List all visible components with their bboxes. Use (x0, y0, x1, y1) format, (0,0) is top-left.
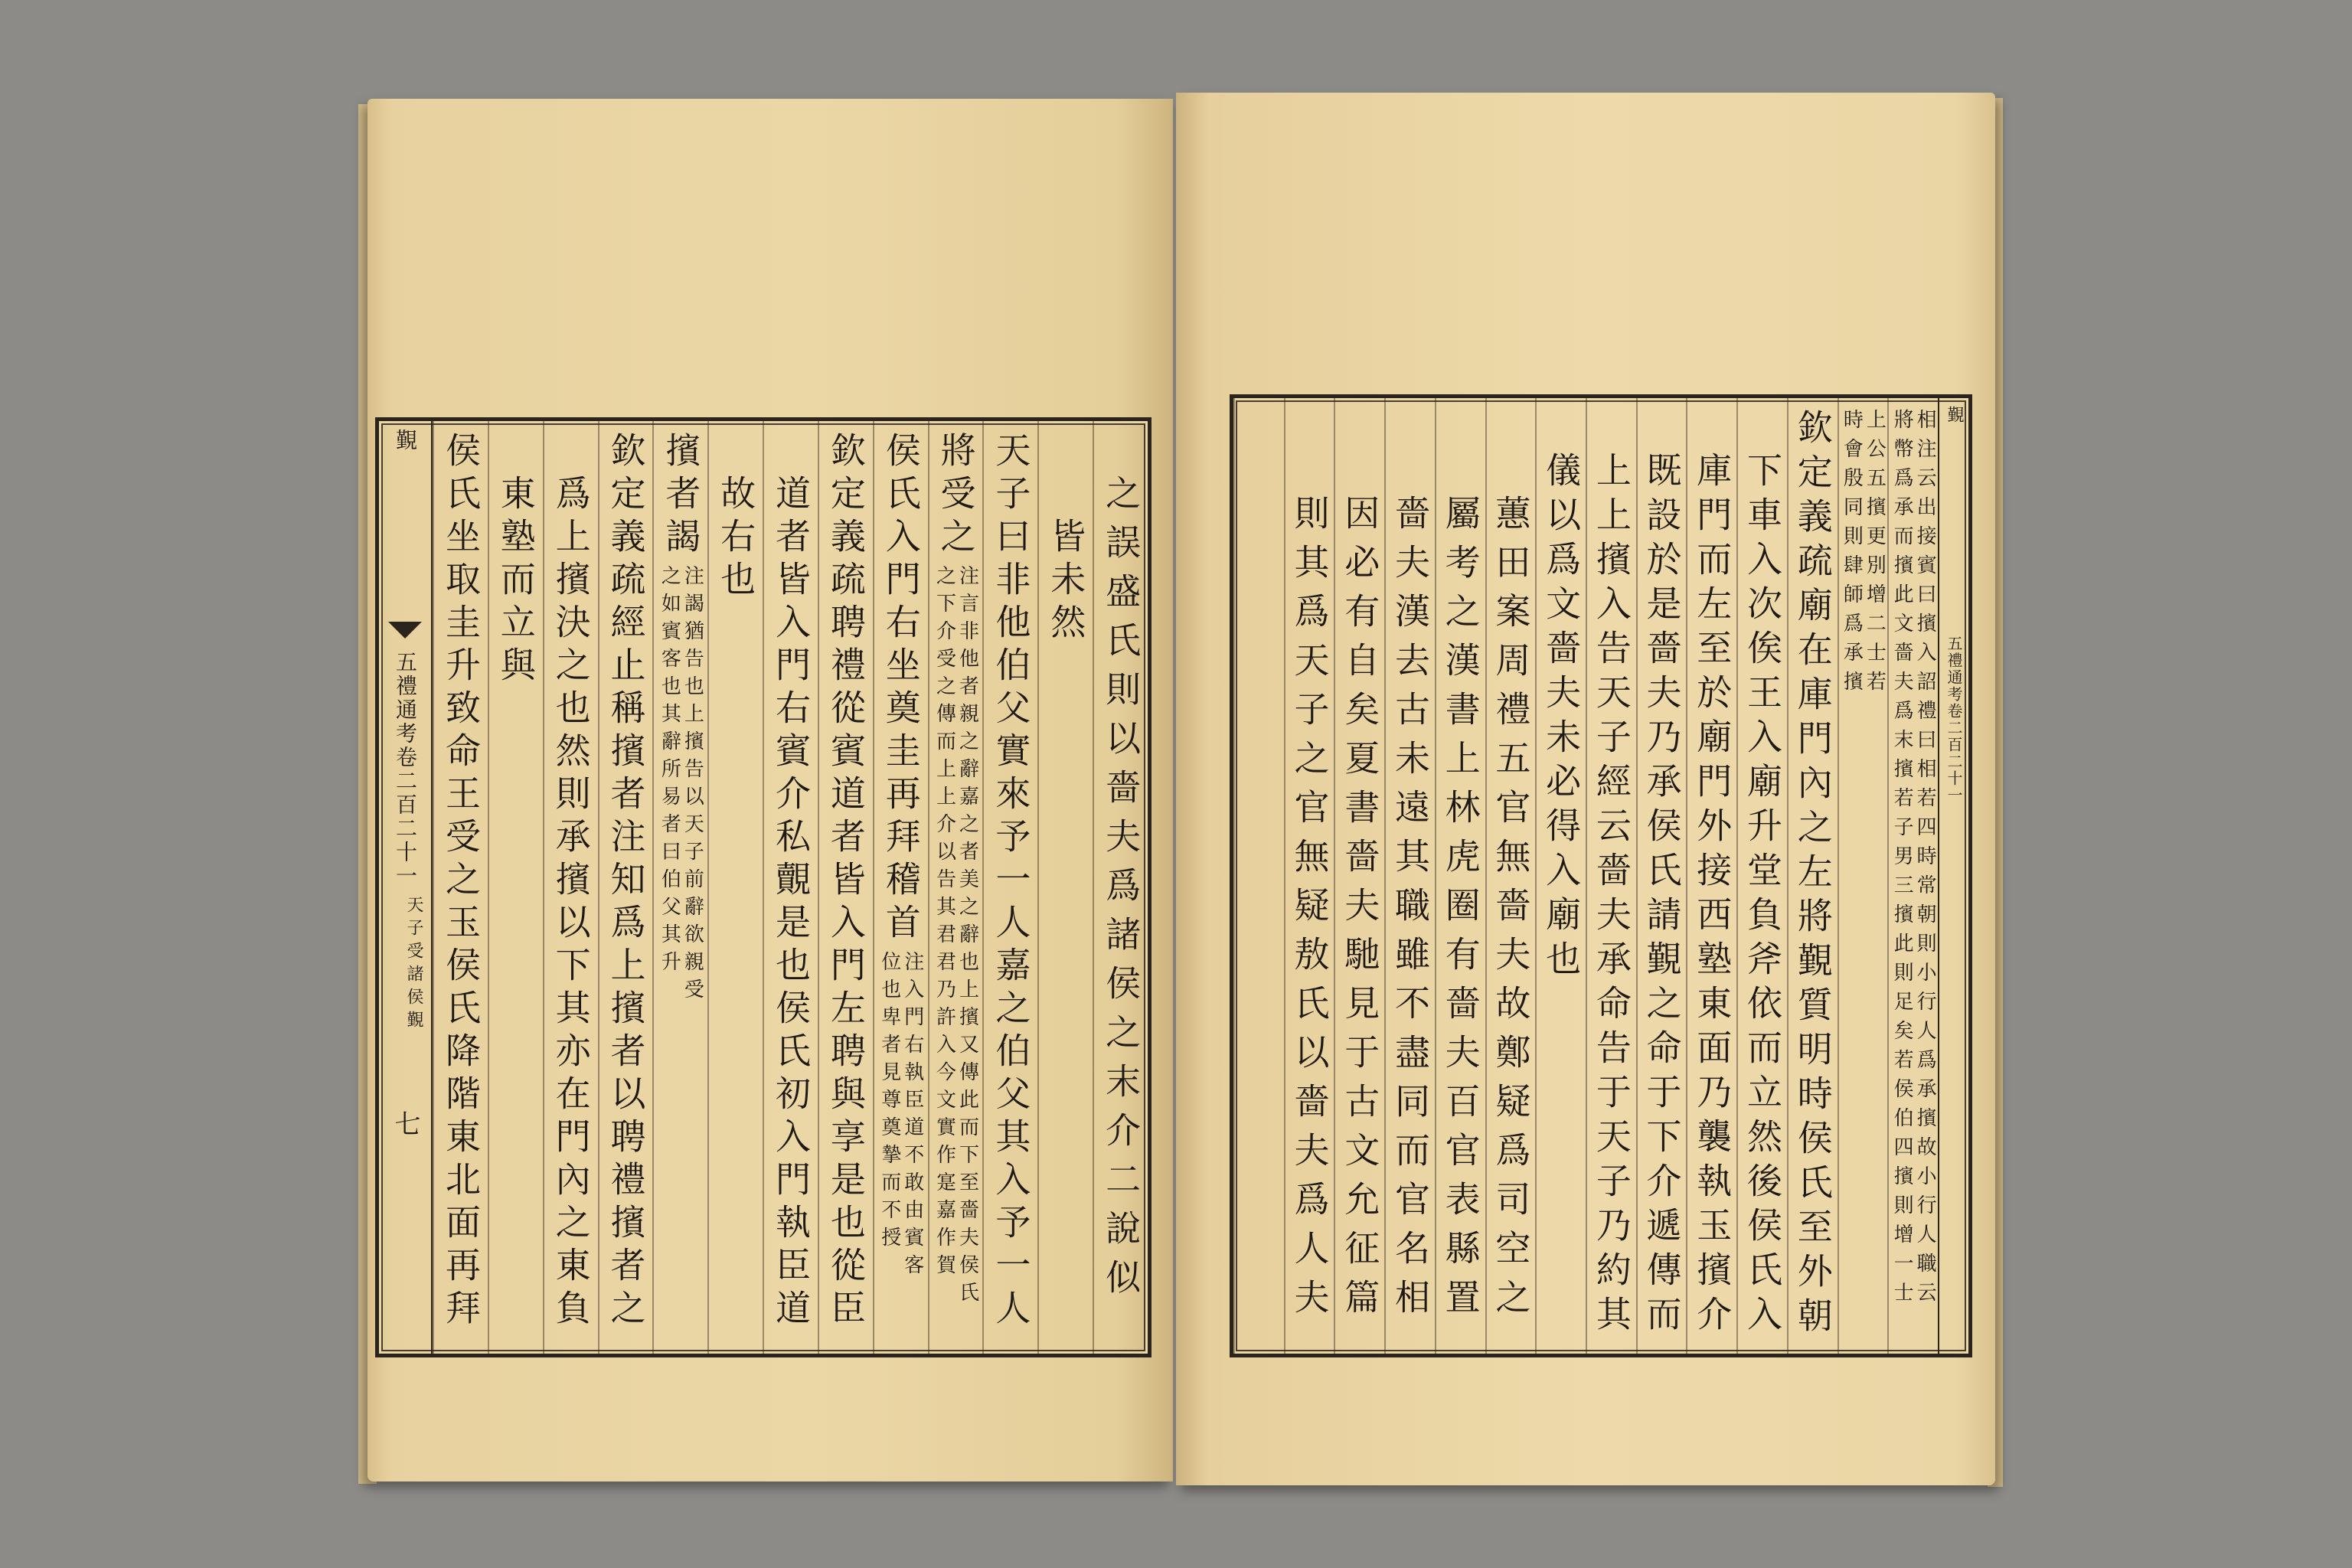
section-title: 天子受諸侯覲 (404, 896, 424, 1034)
text-column (818, 421, 873, 1354)
double-line-annotation (877, 951, 924, 1282)
book-title: 五禮通考卷二百二十一 (393, 651, 419, 888)
text-column (982, 421, 1037, 1354)
column-text: 東塾而立與 (495, 475, 537, 689)
annotation-column (1838, 398, 1888, 1354)
column-text: 因必有自矣夏書嗇夫馳見于古文允征篇 (1339, 495, 1381, 1328)
text-column (1037, 421, 1093, 1354)
center-fold-strip (1938, 398, 1968, 1354)
text-column (1586, 398, 1636, 1354)
book-title: 五禮通考卷二百二十一 (1945, 635, 1963, 804)
annotation-line-left: 將幣爲承而擯此文嗇夫爲末擯若子男三擯此則足矣若侯伯四擯則增一士 (1890, 409, 1914, 1311)
column-text: 則其爲天子之官無疑敖氏以嗇夫爲人夫 (1289, 495, 1331, 1328)
text-column (1485, 398, 1536, 1354)
column-text: 上上擯入告天子經云嗇夫承命告于天子乃約其 (1590, 452, 1632, 1340)
column-text: 道者皆入門右賓介私覿是也侯氏初入門執臣道 (770, 475, 812, 1332)
text-column (1686, 398, 1736, 1354)
annotation-line-right: 注言非他者親之辭嘉之者美之辭也上擯又傳此而下至嗇夫侯氏 (956, 565, 979, 1309)
text-column (1435, 398, 1485, 1354)
column-text: 屬考之漢書上林虎圈有嗇夫百官表縣置 (1439, 495, 1481, 1328)
annotation-line-right: 注入門右執臣道不敢由賓客 (900, 951, 924, 1282)
column-text: 故右也 (715, 475, 757, 603)
column-text: 嗇夫漢去古未遠其職雖不盡同而官名相 (1389, 495, 1431, 1328)
column-text: 欽定義疏經止稱擯者注知爲上擯者以聘禮擯者之 (605, 432, 647, 1332)
page-number: 七 (390, 1110, 421, 1136)
text-column (1535, 398, 1586, 1354)
annotation-line-left: 之下介受之傳而上上介以告其君君乃許入今文實作寔嘉作賀 (933, 565, 956, 1282)
blank-column (1233, 398, 1284, 1354)
double-line-annotation (1841, 409, 1884, 700)
column-text: 儀以爲文嗇夫未必得入廟也 (1540, 452, 1583, 985)
column-text: 蕙田案周禮五官無嗇夫故鄭疑爲司空之 (1490, 495, 1532, 1328)
column-text: 之誤盛氏則以嗇夫爲諸侯之末介二說似 (1100, 475, 1142, 1308)
double-line-annotation (659, 565, 702, 1006)
text-column (873, 421, 928, 1354)
text-column (1284, 398, 1334, 1354)
text-column (598, 421, 653, 1354)
annotation-column (1887, 398, 1938, 1354)
text-column (1334, 398, 1384, 1354)
column-text: 下車入次俟王入廟升堂負斧依而立然後侯氏入 (1741, 452, 1783, 1340)
annotation-line-right: 注謁猶告也上擯告以天子前辭欲親受 (681, 565, 704, 1006)
column-text: 天子曰非他伯父實來予一人嘉之伯父其入予一人 (990, 432, 1032, 1332)
book-left-page (368, 99, 1173, 1481)
annotation-line-right: 上公五擯更別增二士若 (1863, 409, 1886, 700)
text-column (1636, 398, 1687, 1354)
text-column (763, 421, 818, 1354)
left-text-block (375, 417, 1152, 1357)
double-line-annotation (935, 565, 978, 1309)
corner-mark: 覲 (393, 429, 419, 450)
text-column (433, 421, 488, 1354)
corner-mark: 覲 (1945, 406, 1964, 423)
column-text: 擯者謁 (660, 432, 702, 560)
text-column (1093, 421, 1148, 1354)
text-column (652, 421, 707, 1354)
fish-tail-mark (388, 622, 422, 639)
center-fold-strip (379, 421, 433, 1354)
text-column (488, 421, 543, 1354)
annotation-line-left: 位也卑者見尊奠摯而不授 (877, 951, 901, 1254)
text-column (1736, 398, 1787, 1354)
right-text-block (1230, 394, 1972, 1357)
text-column (707, 421, 763, 1354)
column-text: 庫門而左至於廟門外接西塾東面乃襲執玉擯介 (1691, 452, 1733, 1340)
book-right-page (1176, 93, 1995, 1485)
column-text: 爲上擯決之也然則承擯以下其亦在門內之東負 (550, 475, 592, 1332)
column-text: 皆未然 (1045, 518, 1087, 646)
text-column (1787, 398, 1838, 1354)
column-text: 侯氏入門右坐奠圭再拜稽首 (880, 432, 922, 946)
text-column (1384, 398, 1435, 1354)
column-text: 將受之 (935, 432, 977, 560)
column-text: 欽定義疏廟在庫門內之左將覲質明時侯氏至外朝 (1792, 409, 1834, 1341)
annotation-line-right: 相注云出接賓曰擯入詔禮曰相若四時常朝則小行人爲承擯故小行人職云 (1913, 409, 1937, 1311)
annotation-line-left: 時會殷同則肆師爲承擯 (1840, 409, 1864, 700)
column-text: 侯氏坐取圭升致命王受之玉侯氏降階東北面再拜 (439, 432, 482, 1332)
text-column (928, 421, 983, 1354)
double-line-annotation (1892, 409, 1935, 1311)
annotation-line-left: 之如賓客也其辭所易者曰伯父其升 (658, 565, 681, 978)
text-column (543, 421, 598, 1354)
column-text: 欽定義疏聘禮從賓道者皆入門左聘與享是也從臣 (825, 432, 867, 1332)
column-text: 既設於是嗇夫乃承侯氏請覲之命于下介遞傳而 (1641, 452, 1683, 1340)
